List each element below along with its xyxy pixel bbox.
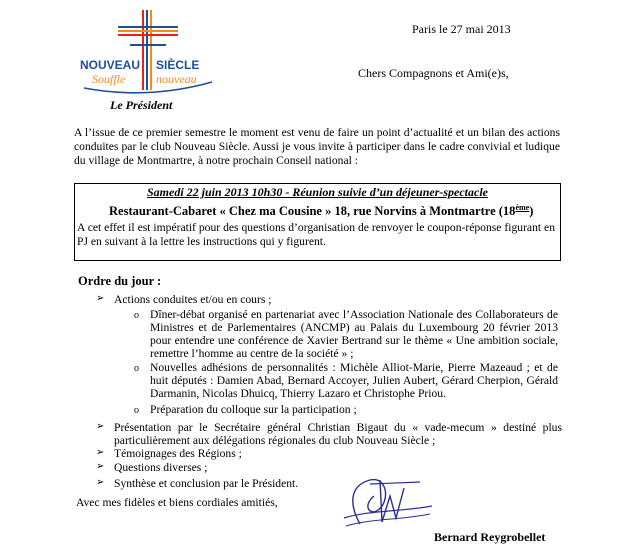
event-box xyxy=(74,183,561,261)
logo-tagline-right: nouveau xyxy=(156,72,197,86)
logo-cross-bar-4 xyxy=(130,44,166,46)
arrow-bullet: ➢ xyxy=(96,293,105,304)
logo-cross-bar-3 xyxy=(118,34,178,36)
event-venue-end: ) xyxy=(529,204,534,219)
logo-cross-bar-2 xyxy=(118,30,178,32)
agenda-subitem: Dîner-débat organisé en partenariat avec l’Association Nationale des Collaborateurs de Ministres et de Parlementaires (ANCMP) au Palais du Luxembourg 20 février 2013 pour entendre une conférence de Xavier Bertrand sur le thème « Une ambition sociale, remettre l’homme au centre de la société » ; xyxy=(150,308,558,360)
arrow-bullet: ➢ xyxy=(96,461,105,472)
signature xyxy=(340,466,436,536)
event-venue-sup: ème xyxy=(515,203,530,212)
agenda-subitem: Nouvelles adhésions de personnalités : Michèle Alliot-Marie, Pierre Mazeaud ; et de huit députés : Damien Abad, Bernard Accoyer, Julien Aubert, Gérard Cherpion, Gérald Darmanin, Nicolas Dhuicq, Thierry Lazaro et Christophe Priou. xyxy=(150,361,558,400)
signature-stroke-3 xyxy=(370,482,420,484)
logo-cross-red-bar xyxy=(142,10,144,90)
logo-word-left: NOUVEAU xyxy=(80,58,141,72)
agenda-title: Ordre du jour : xyxy=(78,274,162,288)
intro-paragraph: A l’issue de ce premier semestre le moment est venu de faire un point d’actualité et un bilan des actions conduites par le club Nouveau Siècle. Aussi je vous invite à participer dans le cadre convivial et ludique du village de Montmartre, à notre prochain Conseil national : xyxy=(74,126,560,167)
sub-bullet: o xyxy=(134,405,139,416)
arrow-bullet: ➢ xyxy=(96,421,105,432)
logo-tagline-left: Souffle xyxy=(92,72,126,86)
nouveau-siecle-logo xyxy=(78,8,218,100)
signer-name: Bernard Reygrobellet xyxy=(434,530,546,544)
agenda-item: Questions diverses ; xyxy=(114,461,208,474)
arrow-bullet: ➢ xyxy=(96,447,105,458)
agenda-item: Présentation par le Secrétaire général Christian Bigaut du « vade-mecum » destiné plus particulièrement aux délégations régionales du club Nouveau Siècle ; xyxy=(114,421,562,447)
agenda-item: Actions conduites et/ou en cours ; xyxy=(114,293,272,306)
event-venue-text: Restaurant-Cabaret « Chez ma Cousine » 18, rue Norvins à Montmartre (18 xyxy=(109,204,516,219)
event-instructions: A cet effet il est impératif pour des questions d’organisation de renvoyer le coupon-réponse figurant en PJ en suivant à la lettre les instructions qui y figurent. xyxy=(77,221,555,248)
arrow-bullet: ➢ xyxy=(96,477,105,488)
event-date-line: Samedi 22 juin 2013 10h30 - Réunion suivie d’un déjeuner-spectacle xyxy=(146,185,488,199)
agenda-item: Synthèse et conclusion par le Président. xyxy=(114,477,299,490)
logo-cross-blue-bar xyxy=(146,10,148,90)
agenda-subitem: Préparation du colloque sur la participation ; xyxy=(150,403,357,416)
greeting: Chers Compagnons et Ami(e)s, xyxy=(358,66,509,80)
closing-line: Avec mes fidèles et biens cordiales amitiés, xyxy=(76,496,278,509)
event-venue-line xyxy=(109,203,533,219)
agenda-item: Témoignages des Régions ; xyxy=(114,447,242,460)
sub-bullet: o xyxy=(134,310,139,321)
president-title: Le Président xyxy=(110,98,173,112)
sub-bullet: o xyxy=(134,363,139,374)
letter-date: Paris le 27 mai 2013 xyxy=(412,22,511,36)
logo-cross-bar-1 xyxy=(118,26,178,28)
logo-cross-orange-bar xyxy=(150,10,152,90)
logo-word-right: SIÈCLE xyxy=(156,58,200,72)
